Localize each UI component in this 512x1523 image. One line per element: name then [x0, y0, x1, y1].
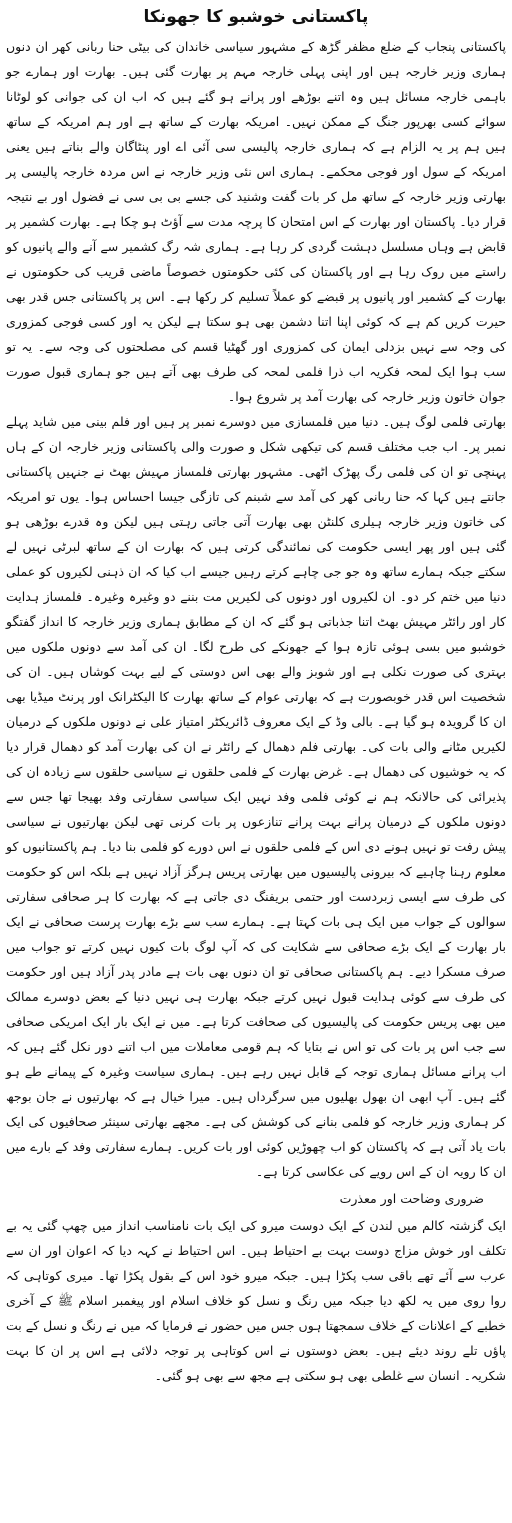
closing-paragraph: ایک گزشتہ کالم میں لندن کے ایک دوست میرو کی ایک بات نامناسب انداز میں چھپ گئی یہ بے تکلف اور خوش مزاج دوست بہت بے احتیاط ہیں۔ اس احتیاط نے کہہ دیا کہ اعوان اور ان سے عرب سے آئے تھے باقی سب پکڑا ہیں۔ جبکہ میرو خود اس کے بقول پکڑا تھا۔ میری کوتاہی کہ روا روی میں یہ لکھ دیا جبکہ میں رنگ و نسل کو خلاف اسلام اور پیغمبر اسلام ﷺ کے آخری خطبے کے اعلانات کے خلاف سمجھتا ہوں جس میں حضور نے فرمایا کہ میں نے رنگ و نسل کے بت پاؤں تلے روند دیئے ہیں۔ بعض دوستوں نے اس کوتاہی پر توجہ دلائی ہے اس پر ان کا بہت شکریہ۔ انسان سے غلطی بھی ہو سکتی ہے مجھ سے بھی ہو گئی۔ — [6, 1218, 506, 1383]
article-title: پاکستانی خوشبو کا جھونکا — [143, 7, 369, 27]
section-heading: ضروری وضاحت اور معذرت — [339, 1191, 484, 1206]
article-body — [6, 34, 506, 1388]
article-paragraph-2: بھارتی فلمی لوگ ہیں۔ دنیا میں فلمسازی میں دوسرے نمبر پر ہیں اور فلم بینی میں شاید پہلے نمبر پر۔ اب جب مختلف قسم کی تیکھی شکل و صورت والی پاکستانی وزیر خارجہ ان کے ہاں پہنچی تو ان کی فلمی رگ پھڑک اٹھی۔ مشہور بھارتی فلمساز مہیش بھٹ نے جنہیں پاکستانی جانتے ہیں کہا کہ حنا ربانی کھر کی آمد سے شبنم کی تازگی جیسا احساس ہوا۔ یوں تو امریکہ کی خاتون وزیر خارجہ ہیلری کلنٹن بھی بھارت آتی جاتی رہتی ہیں لیکن وہ قدرے بوڑھی ہو گئی ہیں اور پھر ایسی حکومت کی نمائندگی کرتی ہیں کہ بھارت ان کے ساتھ لبرٹی نہیں لے سکتے جبکہ ہمارے ساتھ وہ جو جی چاہے کرتے رہیں جیسے اب کیا کہ ان ذہنی لکیروں کو عملی دنیا میں ختم کر دو۔ ان لکیروں اور دونوں کی لکیریں مت بننے دو وغیرہ وغیرہ۔ فلمساز ہدایت کار اور رائٹر مہیش بھٹ اتنا جذباتی ہو گئے کہ ان کے مطابق ہماری وزیر خارجہ کا انداز گفتگو خوشبو میں بسی ہوئی تازہ ہوا کے جھونکے کی طرح لگا۔ ان کی آمد سے دونوں ملکوں میں بہتری کی صورت نکلی ہے اور شوبز والے بھی اس دوستی کے لیے بہت کوشاں ہیں۔ ان کی شخصیت اس قدر خوبصورت ہے کہ بھارتی عوام کے ساتھ بھارت کا الیکٹرانک اور پرنٹ میڈیا بھی ان کا گرویدہ ہو گیا ہے۔ بالی وڈ کے ایک معروف ڈائریکٹر امتیاز علی نے دونوں ملکوں کے درمیان لکیریں مٹانے والی بات کی۔ بھارتی فلم دھمال کے رائٹر نے ان کی بھارت آمد کو دھمال قرار دیا کہ یہ خوشیوں کی دھمال ہے۔ غرض بھارت کے فلمی حلقوں نے سیاسی حلقوں سے زیادہ ان کی پذیرائی کی حالانکہ ہم نے کوئی فلمی وفد نہیں ایک سیاسی سفارتی وفد بھیجا تھا جس سے دونوں ملکوں کے درمیان پرانے بہت پرانے تنازعوں پر بات کرنی تھی لیکن بھارتیوں نے سیاسی پیش رفت تو نہیں ہونے دی اس کے فلمی حلقوں نے اس دورے کو فلمی بنا دیا۔ ہم پاکستانیوں کو معلوم رہنا چاہیے کہ بیرونی پالیسیوں میں بھارتی پریس ہرگز آزاد نہیں ہے بلکہ اس کو حکومت کی طرف سے ایسی زبردست اور حتمی بریفنگ دی جاتی ہے کہ بھارت کا ہر صحافی سفارتی سوالوں کے جواب میں ایک ہی بات کہتا ہے۔ ہمارے سب سے بڑے بھارت پرست صحافی نے ایک بار بھارت کے ایک بڑے صحافی سے شکایت کی کہ آپ لوگ بات کیوں نہیں کرتے تو جواب میں صرف مسکرا دیے۔ ہم پاکستانی صحافی تو ان دنوں بھی بات ہے مادر پدر آزاد ہیں اور حکومت کی طرف سے کوئی ہدایت قبول نہیں کرتے جبکہ بھارت ہی نہیں دنیا کے بعض دوسرے ممالک میں بھی پریس حکومت کی پالیسیوں کی صحافت کرتا ہے۔ میں نے ایک بار ایک امریکی صحافی سے جب اس پر بات کی تو اس نے بتایا کہ ہم قومی معاملات میں اب اتنے دور نکل گئے ہیں کہ اب پرانے مسائل ہماری توجہ کے قابل نہیں رہے ہیں۔ ہماری سیاست وغیرہ کے پیمانے طے ہو گئے ہیں۔ آپ ابھی ان بھول بھلیوں میں سرگرداں ہیں۔ میرا خیال ہے کہ بھارتیوں نے جان بوجھ کر ہماری وزیر خارجہ کو فلمی بنانے کی کوشش کی ہے۔ مجھے بھارتی سینئر صحافیوں کی ایک بات یاد آتی ہے کہ پاکستان کو اب چھوڑیں کوئی اور بات کریں۔ ہمارے سفارتی وفد کے بارے میں ان کا رویہ ان کے اس رویے کی عکاسی کرتا ہے۔ — [6, 414, 506, 1179]
article-paragraph-1: پاکستانی پنجاب کے ضلع مظفر گڑھ کے مشہور سیاسی خاندان کی بیٹی حنا ربانی کھر ان دنوں ہماری وزیر خارجہ ہیں اور اپنی پہلی خارجہ مہم پر بھارت گئی ہیں۔ بھارت اور ہمارے جو باہمی خارجہ مسائل ہیں وہ اتنے بوڑھے اور پرانے ہو گئے ہیں کہ اب ان کی جوانی کو لوٹانا سوائے کسی بھرپور جنگ کے ممکن نہیں۔ امریکہ بھارت کے ساتھ ہے اور ہم امریکہ کے ساتھ ہیں ہم پر یہ الزام ہے کہ ہماری خارجہ پالیسی سی آئی اے اور پنٹاگان والے بناتے ہیں یعنی امریکہ کے سول اور فوجی محکمے۔ ہماری اس نئی وزیر خارجہ نے اس مردہ خارجہ پالیسی پر بھارتی وزیر خارجہ کے ساتھ مل کر بات گفت وشنید کی جسے بی بی سی نے فضول اور بے نتیجہ قرار دیا۔ پاکستان اور بھارت کے اس امتحان کا پرچہ مدت سے آؤٹ ہو چکا ہے۔ بھارت کشمیر پر قابض ہے وہاں مسلسل دہشت گردی کر رہا ہے۔ ہماری شہ رگ کشمیر سے آنے والے پانیوں کو راستے میں روک رہا ہے اور پاکستان کی کئی حکومتوں خصوصاً ماضی قریب کی حکومتوں نے بھارت کے کشمیر اور پانیوں پر قبضے کو عملاً تسلیم کر رکھا ہے۔ اس پر پاکستانی جس قدر بھی حیرت کریں کم ہے کہ کوئی اپنا اتنا دشمن بھی ہو سکتا ہے لیکن یہ اور کسی فوجی کمزوری کی وجہ سے نہیں بزدلی ایمان کی کمزوری اور گھٹیا قسم کی مصلحتوں کی وجہ سے۔ یہ تو سب ہوا ایک لمحہ فکریہ اب ذرا فلمی لمحہ کی طرف بھی آتے ہیں جو ہماری قبول صورت جوان خاتون وزیر خارجہ کی بھارت آمد پر شروع ہوا۔ — [6, 39, 506, 404]
